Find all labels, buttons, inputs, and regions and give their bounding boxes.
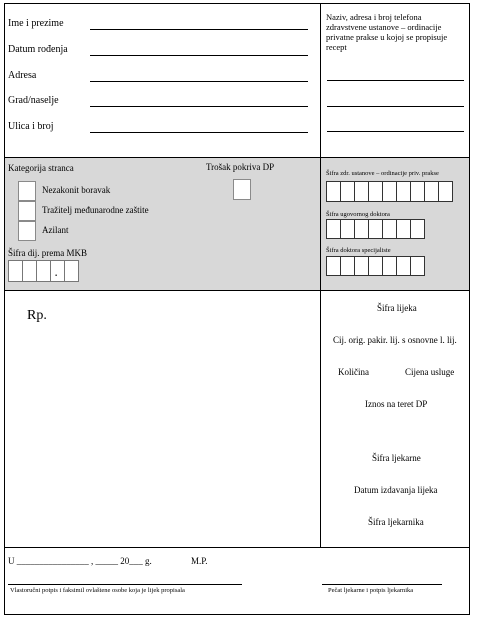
code-cell[interactable] xyxy=(396,181,411,202)
address-label: Adresa xyxy=(8,70,37,81)
option-asylum: Azilant xyxy=(42,225,69,235)
code-cell[interactable] xyxy=(410,219,425,239)
option-illegal-stay: Nezakonit boravak xyxy=(42,185,111,195)
name-label: Ime i prezime xyxy=(8,18,64,29)
contract-doctor-label: Šifra ugovornog doktora xyxy=(326,211,390,218)
signature-line[interactable] xyxy=(8,584,242,585)
mkb-label: Šifra dij. prema MKB xyxy=(8,248,87,258)
separator-bottom-band xyxy=(5,290,469,291)
mkb-cell-4[interactable] xyxy=(50,260,65,282)
city-field[interactable] xyxy=(90,106,308,107)
code-cell[interactable] xyxy=(368,256,383,276)
cost-label: Trošak pokriva DP xyxy=(206,162,275,172)
checkbox-asylum[interactable] xyxy=(18,221,36,241)
dob-field[interactable] xyxy=(90,55,308,56)
institution-line-2[interactable] xyxy=(327,106,464,107)
code-cell[interactable] xyxy=(410,256,425,276)
mkb-cell-1[interactable] xyxy=(8,260,23,282)
code-cell[interactable] xyxy=(382,181,397,202)
pharmacy-signature-line[interactable] xyxy=(322,584,442,585)
checkbox-illegal-stay[interactable] xyxy=(18,181,36,201)
dob-label: Datum rođenja xyxy=(8,44,68,55)
service-price-label: Cijena usluge xyxy=(405,367,455,377)
street-field[interactable] xyxy=(90,132,308,133)
signature-label: Vlastoručni potpis i faksimil ovlaštene osobe koja je lijek propisala xyxy=(10,587,185,594)
code-cell[interactable] xyxy=(340,219,355,239)
street-label: Ulica i broj xyxy=(8,121,54,132)
code-cell[interactable] xyxy=(354,219,369,239)
rx-label: Rp. xyxy=(27,308,47,323)
quantity-label: Količina xyxy=(338,367,369,377)
code-cell[interactable] xyxy=(396,219,411,239)
code-cell[interactable] xyxy=(326,181,341,202)
code-cell[interactable] xyxy=(382,219,397,239)
code-cell[interactable] xyxy=(424,181,439,202)
code-cell[interactable] xyxy=(410,181,425,202)
separator-top-band xyxy=(5,157,469,158)
mkb-cell-5[interactable] xyxy=(64,260,79,282)
code-cell[interactable] xyxy=(326,256,341,276)
code-cell[interactable] xyxy=(354,256,369,276)
checkbox-protection-seeker[interactable] xyxy=(18,201,36,221)
code-cell[interactable] xyxy=(354,181,369,202)
pharmacy-signature-label: Pečat ljekarne i potpis ljekarnika xyxy=(328,587,414,594)
issue-date-label: Datum izdavanja lijeka xyxy=(354,485,438,495)
city-label: Grad/naselje xyxy=(8,95,59,106)
code-cell[interactable] xyxy=(368,181,383,202)
code-cell[interactable] xyxy=(438,181,453,202)
category-title: Kategorija stranca xyxy=(8,163,74,173)
cost-checkbox[interactable] xyxy=(233,179,251,200)
code-cell[interactable] xyxy=(382,256,397,276)
rx-area[interactable] xyxy=(6,292,318,545)
mkb-dot: . xyxy=(55,268,58,278)
institution-label: Naziv, adresa i broj telefona zdravstvene ustanove – ordinacije privatne prakse u kojoj se propisuje recept xyxy=(326,12,448,52)
name-field[interactable] xyxy=(90,29,308,30)
institution-line-3[interactable] xyxy=(327,131,464,132)
code-cell[interactable] xyxy=(326,219,341,239)
address-field[interactable] xyxy=(90,81,308,82)
code-cell[interactable] xyxy=(340,181,355,202)
code-cell[interactable] xyxy=(340,256,355,276)
pharmacist-code-label: Šifra ljekarnika xyxy=(368,517,424,527)
place-date-line[interactable]: U ________________ , _____ 20___ g. xyxy=(8,556,152,566)
mkb-cell-2[interactable] xyxy=(22,260,37,282)
institution-line-1[interactable] xyxy=(327,80,464,81)
drug-code-label: Šifra lijeka xyxy=(377,303,417,313)
mp-label: M.P. xyxy=(191,556,208,566)
specialist-label: Šifra doktora specijaliste xyxy=(326,247,391,254)
code-cell[interactable] xyxy=(368,219,383,239)
orig-price-label: Cij. orig. pakir. lij. s osnovne l. lij. xyxy=(333,335,457,345)
dp-amount-label: Iznos na teret DP xyxy=(365,399,428,409)
mkb-cell-3[interactable] xyxy=(36,260,51,282)
option-protection-seeker: Tražitelj međunarodne zaštite xyxy=(42,205,149,215)
separator-footer xyxy=(5,547,469,548)
pharmacy-code-label: Šifra ljekarne xyxy=(372,453,421,463)
institution-code-label: Šifra zdr. ustanove – ordinacije priv. prakse xyxy=(326,170,439,177)
column-divider xyxy=(320,3,321,548)
code-cell[interactable] xyxy=(396,256,411,276)
